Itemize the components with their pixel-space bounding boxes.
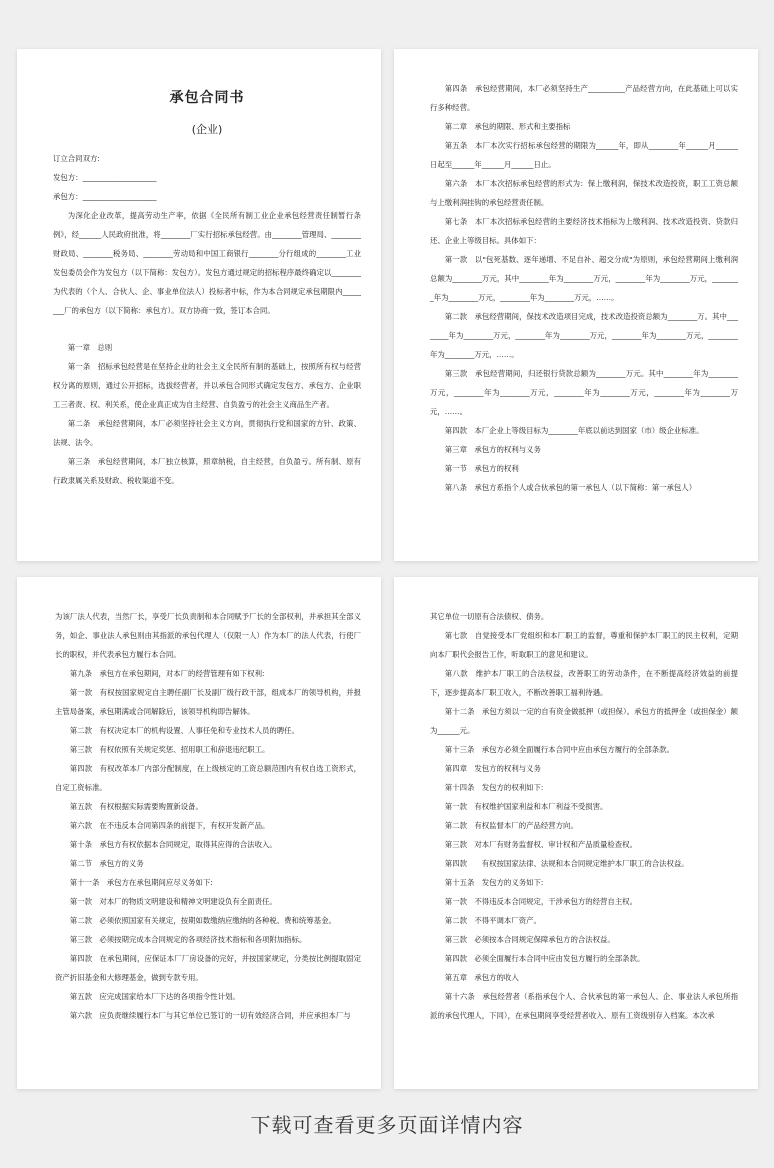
- document-page-3: [17, 577, 381, 1089]
- document-paragraph: 第一章 总则: [67, 343, 113, 352]
- document-paragraph: 第三款 必须按本合同规定保障承包方的合法权益。: [444, 935, 615, 944]
- document-paragraph: 第四款 有权改革本厂内部分配制度，在上级核定的工资总额范围内有权自选工资形式，自定工资标准。: [55, 764, 361, 792]
- document-paragraph: 第五章 承包方的收入: [444, 973, 519, 982]
- document-paragraph: 第十二条 承包方须以一定的自有资金做抵押（或担保）。承包方的抵押金（或担保金）额为______元。: [430, 707, 738, 735]
- document-paragraph: 为深化企业改革，提高劳动生产率，依据《全民所有制工业企业承包经营责任制暂行条例》，经______人民政府批准，将________厂实行招标承包经营。由________管理局、________财政局、________税务局、________劳动局和中国工商银行________分行组成的________工业发包委员会作为发包方（以下简称：发包方）。发包方通过规定的招标程序最终确定以________为代表的（个人、合伙人、企、事业单位法人）投标者中标，作为本合同规定承包期限内________厂的承包方（以下简称：承包方）。双方协商一致，签订本合同。: [53, 211, 361, 315]
- document-paragraph: 第八条 承包方系指个人或合伙承包的第一承包人（以下简称：第一承包人）: [444, 483, 697, 492]
- document-paragraph: 第四款 有权按国家法律、法规和本合同规定维护本厂职工的合法权益。: [444, 859, 689, 868]
- document-paragraph: 第二款 有权决定本厂的机构设置、人事任免和专业技术人员的聘任。: [69, 726, 299, 735]
- document-paragraph: 第三章 承包方的权利与义务: [444, 445, 541, 454]
- document-paragraph: 第五条 本厂本次实行招标承包经营的期限为______年，即从________年______月______日起至______年______月______日止。: [430, 141, 738, 169]
- document-paragraph: 第二章 承包的期限、形式和主要指标: [444, 122, 571, 131]
- document-paragraph: 第二条 承包经营期间，本厂必须坚持社会主义方向，贯彻执行党和国家的方针、政策、法规、法令。: [53, 419, 361, 447]
- document-paragraph: 第六款 应负责继续履行本厂与其它单位已签订的一切有效经济合同，并应承担本厂与: [69, 1011, 351, 1020]
- document-paragraph: 第四条 承包经营期间，本厂必须坚持生产__________产品经营方向，在此基础上可以实行多种经营。: [430, 84, 738, 112]
- document-paragraph: 第一节 承包方的权利: [444, 464, 519, 473]
- document-paragraph: 第五款 应完成国家给本厂下达的各项指令性计划。: [69, 992, 240, 1001]
- page-2-body: [430, 79, 738, 497]
- document-paragraph: 第一款 有权维护国家利益和本厂利益不受损害。: [444, 802, 608, 811]
- document-paragraph: 第三条 承包经营期间，本厂独立核算，照章纳税，自主经营，自负盈亏。所有制、原有行政隶属关系及财政、税收渠道不变。: [53, 457, 361, 485]
- document-paragraph: 第十五条 发包方的义务如下:: [444, 878, 544, 887]
- document-paragraph: 第一款 有权按国家规定自主聘任副厂长及副厂级行政干部，组成本厂的领导机构，并报主管局备案，承包期满或合同解除后，该领导机构即告解体。: [55, 688, 361, 716]
- document-paragraph: 第四章 发包方的权利与义务: [444, 764, 541, 773]
- document-paragraph: 第十六条 承包经营者（系指承包个人、合伙承包的第一承包人、企、事业法人承包所指派的承包代理人，下同），在承包期间享受经营者收入、原有工资级别存入档案。本次承: [430, 992, 738, 1020]
- paragraph-gap: [53, 320, 361, 338]
- document-paragraph: 第六款 在不违反本合同第四条的前提下，有权开发新产品。: [69, 821, 270, 830]
- document-paragraph: 其它单位一切原有合法债权、债务。: [430, 612, 549, 621]
- document-paragraph: 第一款 不得违反本合同规定，干涉承包方的经营自主权。: [444, 897, 637, 906]
- document-paragraph: 第五款 有权根据实际需要购置新设备。: [69, 802, 203, 811]
- document-paragraph: 第一条 招标承包经营是在坚持企业的社会主义全民所有制的基础上，按照所有权与经营权分离的原则，通过公开招标，选拔经营者，并以承包合同形式确定发包方、承包方、企业职工三者责、权、利关系，使企业真正成为自主经营、自负盈亏的社会主义商品生产者。: [53, 362, 361, 409]
- document-paragraph: 第六条 本厂本次招标承包经营的形式为：保上缴利润，保技术改造投资，职工工资总额与上缴利润挂钩的承包经营责任制。: [430, 179, 738, 207]
- document-paragraph: 第一款 对本厂的物质文明建设和精神文明建设负有全面责任。: [69, 897, 277, 906]
- document-paragraph: 为该厂法人代表，当然厂长，享受厂长负责制和本合同赋予厂长的全部权利，并承担其全部义务，如企、事业法人承包则由其指派的承包代理人（仅限一人）作为本厂的法人代表，行使厂长的职权，并代表承包方履行本合同。: [55, 612, 361, 659]
- document-paragraph: 第三款 承包经营期间，归还银行贷款总额为________万元。其中________年为________万元，________年为________万元，________年为________万元，________年为________万元，……。: [430, 369, 738, 416]
- document-paragraph: 第三款 对本厂有财务监督权、审计权和产品质量检查权。: [444, 840, 637, 849]
- document-paragraph: 第八款 维护本厂职工的合法权益，改善职工的劳动条件，在不断提高经济效益的前提下，逐步提高本厂职工收入，不断改善职工福利待遇。: [430, 669, 738, 697]
- document-paragraph: 第七条 本厂本次招标承包经营的主要经济技术指标为上缴利润、技术改造投资、贷款归还、企业上等级目标。具体如下：: [430, 217, 738, 245]
- page-1-body: [53, 149, 361, 490]
- document-paragraph: 第十条 承包方有权依据本合同规定，取得其应得的合法收入。: [69, 840, 277, 849]
- document-title: 承包合同书: [169, 90, 245, 106]
- document-paragraph: 发包方：____________________: [53, 173, 157, 182]
- document-paragraph: 第十三条 承包方必须全面履行本合同中应由承包方履行的全部条款。: [444, 745, 674, 754]
- document-paragraph: 第二款 不得平调本厂资产。: [444, 916, 541, 925]
- document-paragraph: 第三款 必须按期完成本合同规定的各项经济技术指标和各项附加指标。: [69, 935, 307, 944]
- document-paragraph: 第四款 本厂企业上等级目标为________年底以前达到国家（市）级企业标准。: [444, 426, 704, 435]
- document-paragraph: 第二节 承包方的义务: [69, 859, 144, 868]
- page-4-body: [430, 607, 738, 1025]
- document-paragraph: 承包方：____________________: [53, 192, 157, 201]
- document-paragraph: 第十一条 承包方在承包期间应尽义务如下:: [69, 878, 213, 887]
- document-paragraph: 第二款 承包经营期间，保技术改造项目完成，技术改造投资总额为________万。其中________年为________万元，________年为________万元，________年为________万元，________年为________万元，……。: [430, 312, 738, 359]
- document-paragraph: 第二款 必须依照国家有关规定，按期如数缴纳应缴纳的各种税、费和统筹基金。: [69, 916, 336, 925]
- document-paragraph: 第二款 有权监督本厂的产品经营方向。: [444, 821, 578, 830]
- document-paragraph: 第四款 必须全面履行本合同中应由发包方履行的全部条款。: [444, 954, 645, 963]
- document-subtitle: (企业): [191, 123, 223, 136]
- document-page-1: [17, 49, 381, 561]
- document-paragraph: 第十四条 发包方的权利如下:: [444, 783, 544, 792]
- document-paragraph: 第三款 有权依照有关规定奖惩、招用职工和辞退违纪职工。: [69, 745, 270, 754]
- document-page-4: [394, 577, 758, 1089]
- document-paragraph: 第四款 在承包期间，应保证本厂厂房设备的完好，并按国家规定，分类按比例提取固定资产折旧基金和大修理基金，做到专款专用。: [55, 954, 361, 982]
- document-page-2: [394, 49, 758, 561]
- page-3-body: [55, 607, 361, 1025]
- document-paragraph: 第九条 承包方在承包期间，对本厂的经营管理有如下权利:: [69, 669, 265, 678]
- document-paragraph: 第七款 自觉接受本厂党组织和本厂职工的监督，尊重和保护本厂职工的民主权利，定期向本厂职代会报告工作，听取职工的意见和建议。: [430, 631, 738, 659]
- download-more-link[interactable]: 下载可查看更多页面详情内容: [250, 1113, 524, 1137]
- document-paragraph: 第一款 以"包死基数、逐年递增、不足自补、超交分成"为原则，承包经营期间上缴利润总额为________万元，其中________年为________万元，________年为________万元，________年为________万元，________年为________万元，……。: [430, 255, 738, 302]
- document-paragraph: 订立合同双方:: [53, 154, 100, 163]
